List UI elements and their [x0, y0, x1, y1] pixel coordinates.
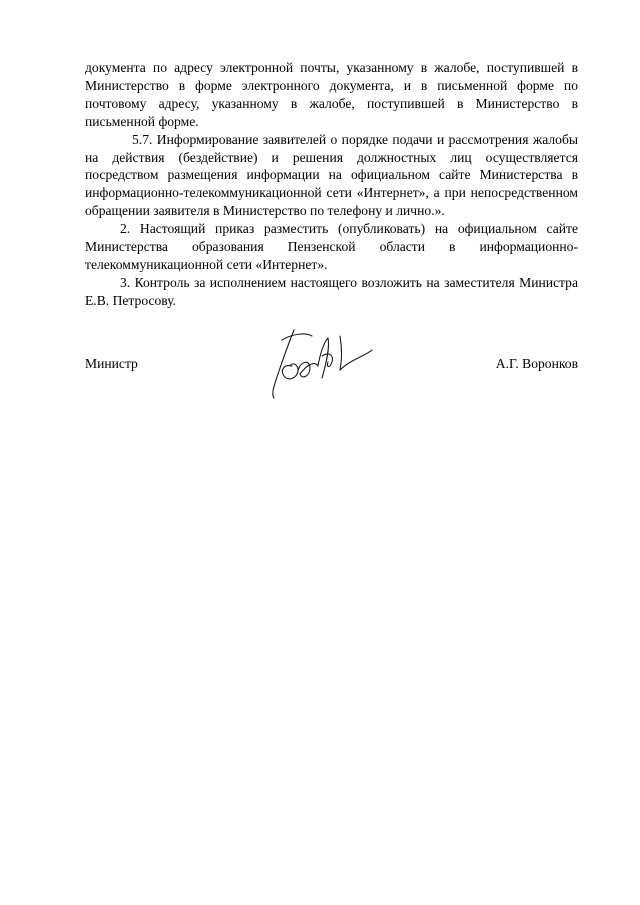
- document-body: [85, 59, 578, 310]
- paragraph-3: 3. Контроль за исполнением настоящего возложить на заместителя Министра Е.В. Петросову.: [85, 274, 578, 308]
- paragraph-2: 2. Настоящий приказ разместить (опубликовать) на официальном сайте Министерства образования Пензенской области в информационно-телекоммуникационной сети «Интернет».: [85, 221, 578, 272]
- paragraph-5-7: 5.7. Информирование заявителей о порядке подачи и рассмотрения жалобы на действия (бездействие) и решения должностных лиц осуществляется посредством размещения информации на официальном сайте Министерства в информационно-телекоммуникационной сети «Интернет», а при непосредственном обращении заявителя в Министерство по телефону и лично.».: [85, 131, 578, 219]
- signatory-title: Министр: [85, 356, 138, 371]
- signatory-name: А.Г. Воронков: [495, 356, 578, 371]
- paragraph-continuation: документа по адресу электронной почты, указанному в жалобе, поступившей в Министерство в форме электронного документа, и в письменной форме по почтовому адресу, указанному в жалобе, поступившей в Министерство в письменной форме.: [85, 60, 578, 129]
- handwritten-signature: [262, 326, 374, 402]
